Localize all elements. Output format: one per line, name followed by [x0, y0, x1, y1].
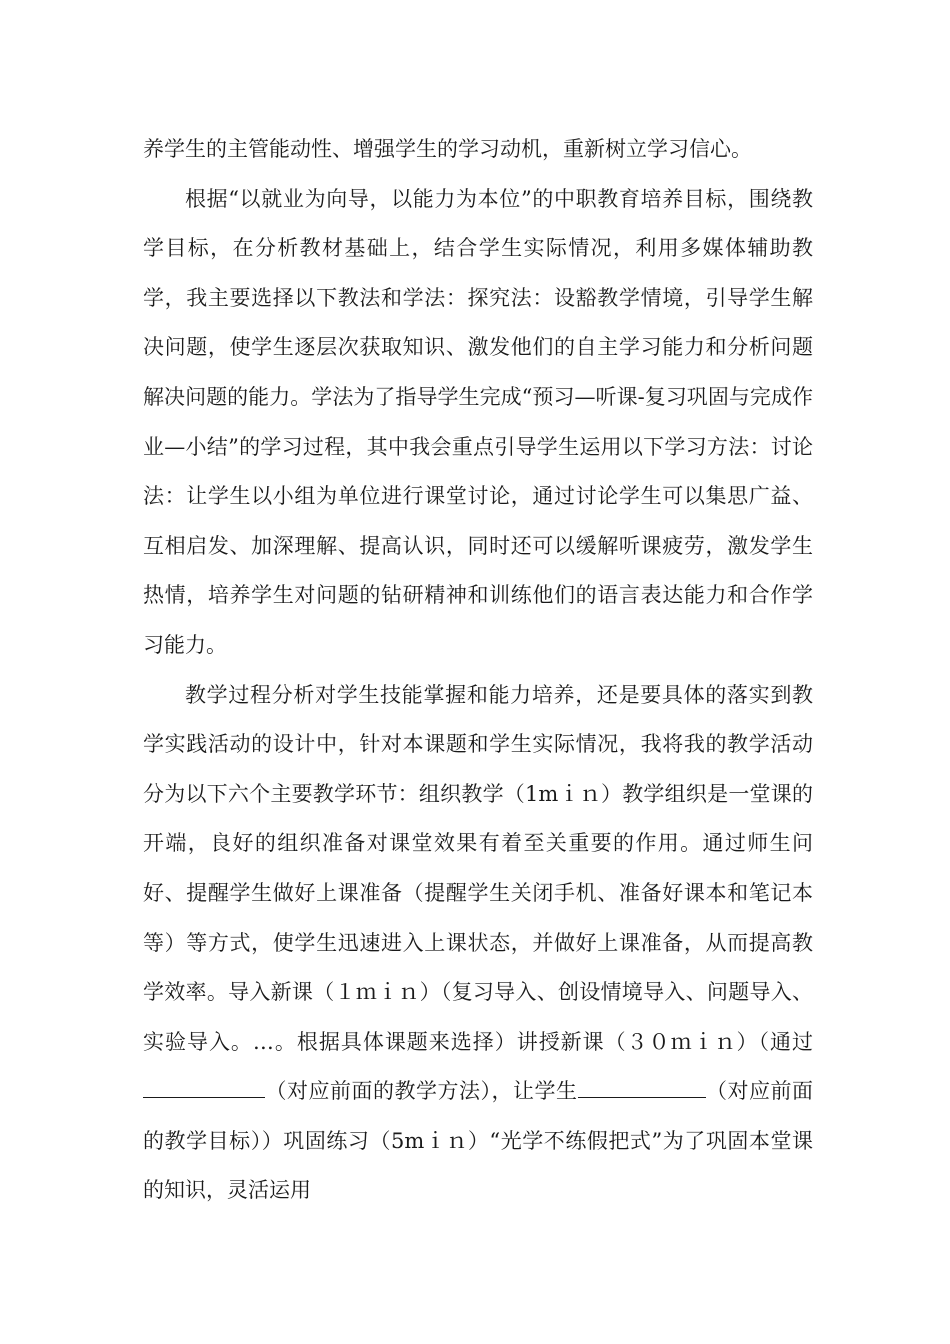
document-body: [143, 125, 813, 1216]
paragraph-2: 根据“以就业为向导，以能力为本位”的中职教育培养目标，围绕教学目标，在分析教材基础上，结合学生实际情况，利用多媒体辅助教学，我主要选择以下教法和学法：探究法：设豁教学情境，引导学生解决问题，使学生逐层次获取知识、激发他们的自主学习能力和分析问题解决问题的能力。学法为了指导学生完成“预习—听课-复习巩固与完成作业—小结”的学习过程，其中我会重点引导学生运用以下学习方法：讨论法：让学生以小组为单位进行课堂讨论，通过讨论学生可以集思广益、互相启发、加深理解、提高认识，同时还可以缓解听课疲劳，激发学生热情，培养学生对问题的钻研精神和训练他们的语言表达能力和合作学习能力。: [143, 186, 813, 657]
paragraph-3: [143, 671, 813, 1217]
paragraph-3-part-3: （对应前面的教学目标））巩固练习（5mｉｎ）“光学不练假把式”为了巩固本堂课的知识，灵活运用: [143, 1079, 813, 1203]
paragraph-3-part-1: 教学过程分析对学生技能掌握和能力培养，还是要具体的落实到教学实践活动的设计中，针对本课题和学生实际情况，我将我的教学活动分为以下六个主要教学环节：组织教学（1mｉｎ）教学组织是一堂课的开端，良好的组织准备对课堂效果有着至关重要的作用。通过师生问好、提醒学生做好上课准备（提醒学生关闭手机、准备好课本和笔记本等）等方式，使学生迅速进入上课状态，并做好上课准备，从而提高教学效率。导入新课（１ｍｉｎ）（复习导入、创设情境导入、问题导入、实验导入。…。根据具体课题来选择）讲授新课（３０ｍｉｎ）（通过: [143, 682, 813, 1054]
paragraph-3-part-2: （对应前面的教学方法），让学生: [265, 1079, 578, 1104]
fill-in-blank-method: [143, 1075, 265, 1098]
fill-in-blank-goal: [578, 1075, 706, 1098]
paragraph-1: 养学生的主管能动性、增强学生的学习动机，重新树立学习信心。: [143, 137, 752, 161]
